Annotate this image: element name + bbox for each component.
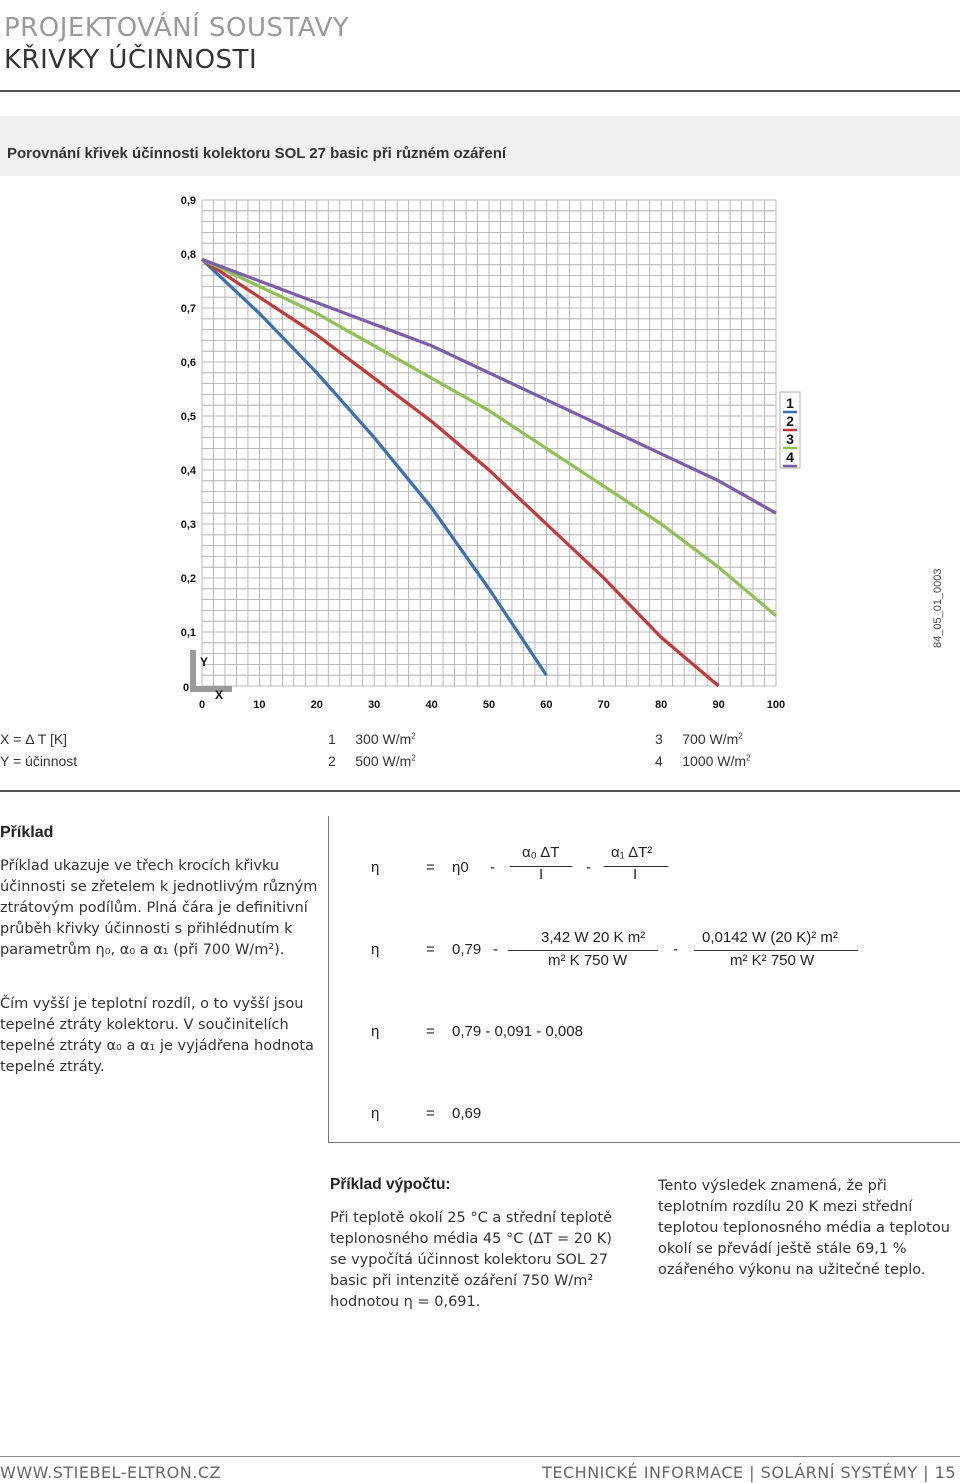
formula4-value: 0,69 [452,1105,482,1122]
legend-num: 2 [328,753,336,769]
formula1-eta: η [371,859,380,876]
x-tick-label: 100 [766,699,786,711]
y-tick-label: 0,1 [180,627,196,639]
formula3-eq: = [426,1023,435,1040]
formula2-value: 0,79 [452,941,482,958]
formula1-num2: α₁ ΔT² [611,844,653,861]
x-tick-label: 70 [597,699,610,711]
footer-section: TECHNICKÉ INFORMACE | SOLÁRNÍ SYSTÉMY | 15 [542,1463,956,1482]
x-axis-label: X [215,688,224,702]
page-header [4,12,349,76]
formula2-minus: - [493,941,498,958]
footer-divider [0,1456,960,1457]
legend-label: 500 W/m [355,753,412,769]
x-tick-label: 60 [540,699,553,711]
formula2-num2: 0,0142 W (20 K)² m² [702,929,838,946]
legend-item-3 [655,731,743,747]
example-title: Příklad [0,824,54,841]
legend-label-2: 2 [786,413,794,429]
x-tick-label: 20 [310,699,323,711]
y-tick-label: 0,7 [180,303,196,315]
axis-indicator-x [190,686,232,692]
y-tick-label: 0,9 [180,195,196,207]
formula3-eta: η [371,1023,380,1040]
image-code: 84_05_01_0003 [932,568,944,648]
legend-sup: 2 [411,753,416,763]
x-tick-label: 50 [482,699,496,711]
header-section: PROJEKTOVÁNÍ SOUSTAVY [4,13,350,43]
x-tick-label: 90 [712,699,725,711]
efficiency-chart [0,176,960,718]
y-tick-label: 0,6 [180,357,196,369]
legend-item-2 [328,753,416,769]
legend-label: 700 W/m [682,731,739,747]
series-line-2 [202,259,719,686]
formula2-den2: m² K² 750 W [730,952,815,969]
y-tick-label: 0,2 [180,573,196,585]
formula2-eq: = [426,941,435,958]
y-axis-definition: Y = účinnost [0,753,78,769]
legend-num: 3 [655,731,663,747]
formula1-minus2: - [586,859,591,876]
y-tick-label: 0 [182,682,190,694]
y-tick-label: 0,4 [180,465,196,477]
formula1-den1: I [539,866,544,883]
y-tick-label: 0,8 [180,249,196,261]
legend-label: 1000 W/m [682,753,747,769]
calc-text: Při teplotě okolí 25 °C a střední teplotě teplonosného média 45 °C (ΔT = 20 K) se vypočítá účinnost kolektoru SOL 27 basic při intenzitě ozáření 750 W/m² hodnotou η = 0,691. [330,1210,612,1310]
legend-num: 1 [328,731,336,747]
example-paragraph-2: Čím vyšší je teplotní rozdíl, o to vyšší jsou tepelné ztráty kolektoru. V součinitelích tepelné ztráty α₀ a α₁ je vyjádřena hodnota tepelné ztráty. [0,996,314,1075]
fraction-bar [508,950,658,951]
legend-label-1: 1 [786,395,794,411]
header-title: KŘIVKY ÚČINNOSTI [4,45,258,75]
legend-num: 4 [655,753,663,769]
formula1-minus: - [490,859,495,876]
formula1-eta0: η0 [452,859,469,876]
legend-sup: 2 [411,731,416,741]
formula4-eq: = [426,1105,435,1122]
x-axis-definition: X = Δ T [K] [0,731,68,747]
formula1-eq: = [426,859,435,876]
formula2-minus2: - [673,941,678,958]
legend-sup: 2 [738,731,743,741]
y-axis-label: Y [200,655,209,669]
formula3-value: 0,79 - 0,091 - 0,008 [452,1023,583,1040]
formula2-den1: m² K 750 W [548,952,628,969]
example-paragraph-1: Příklad ukazuje ve třech krocích křivku účinnosti se zřetelem k jednotlivým různým ztrátovým podílům. Plná čára je definitivní průběh křivky účinnosti s přihlédnutím k parametrům η₀, α₀ a α₁ (při 700 W/m²). [0,858,318,958]
result-text: Tento výsledek znamená, že při teplotním rozdílu 20 K mezi střední teplotou teplonosného média a teplotou okolí se převádí ještě stále 69,1 % ozářeného výkonu na užitečné teplo. [658,1178,950,1278]
formula2-eta: η [371,941,380,958]
legend-item-4 [655,753,751,769]
header-divider [0,90,960,92]
y-tick-label: 0,5 [180,411,196,423]
formula4-eta: η [371,1105,380,1122]
x-tick-label: 0 [198,699,206,711]
legend-label-3: 3 [786,431,794,447]
x-tick-label: 40 [425,699,438,711]
legend-label-4: 4 [786,449,794,465]
axis-indicator-y [190,650,196,692]
formula1-num1: α₀ ΔT [522,844,560,861]
x-tick-label: 10 [253,699,266,711]
y-tick-label: 0,3 [180,519,196,531]
chart-title: Porovnání křivek účinnosti kolektoru SOL 27 basic při různém ozáření [7,145,507,162]
formula2-num1: 3,42 W 20 K m² [541,929,646,946]
fraction-bar [694,950,858,951]
legend-label: 300 W/m [355,731,412,747]
legend-sup: 2 [746,753,751,763]
footer-url: WWW.STIEBEL-ELTRON.CZ [0,1463,221,1482]
section-divider [0,790,960,792]
x-tick-label: 30 [368,699,381,711]
legend-item-1 [328,731,416,747]
formula1-den2: I [633,866,638,883]
calc-title: Příklad výpočtu: [330,1176,451,1193]
x-tick-label: 80 [655,699,668,711]
